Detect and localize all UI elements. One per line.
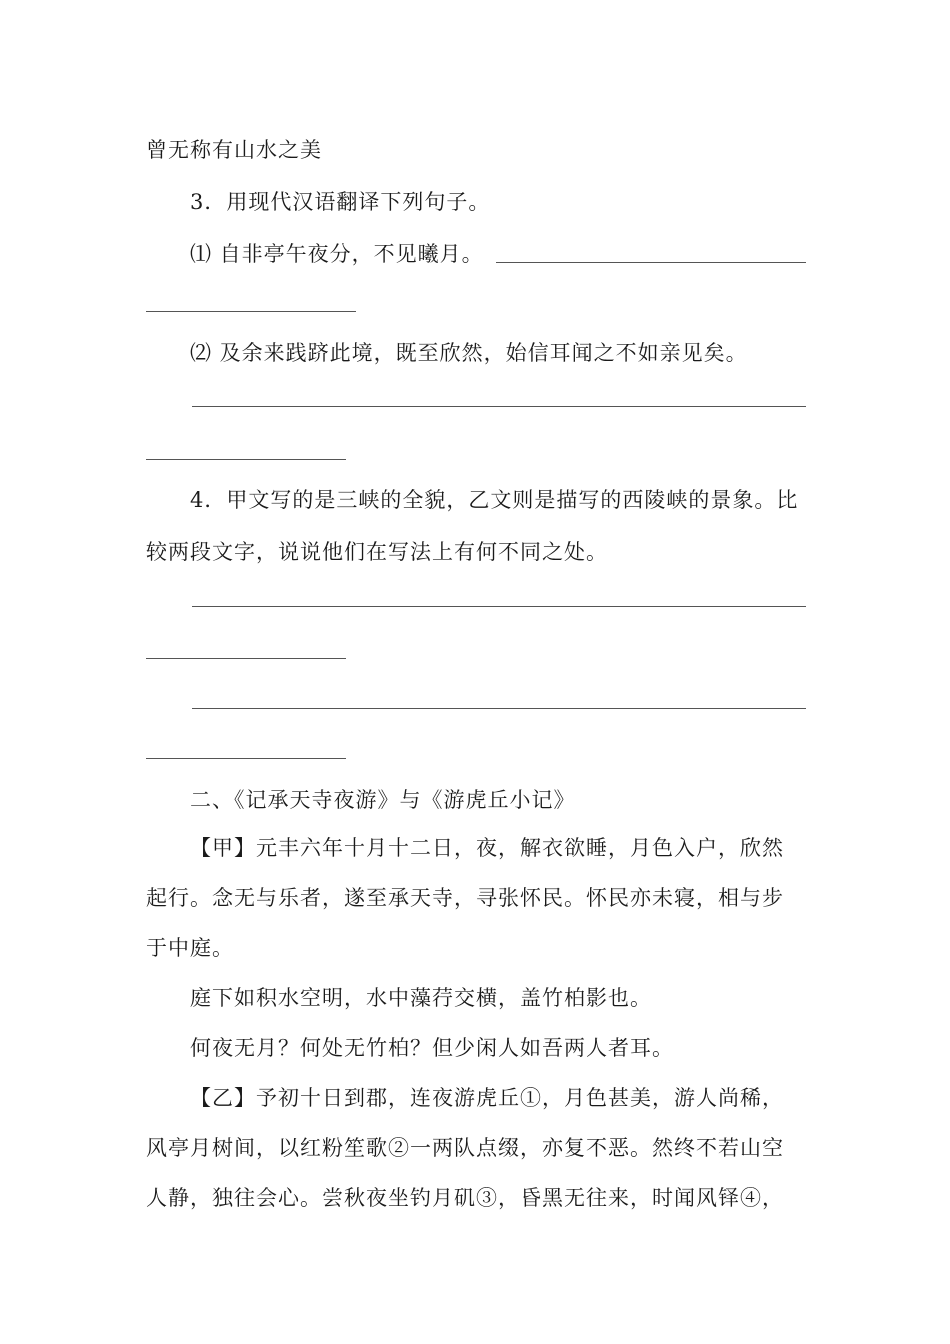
passage-jia-line-1: 【甲】元丰六年十月十二日，夜，解衣欲睡，月色入户，欣然 [190,836,784,860]
answer-blank-line[interactable] [192,708,806,709]
passage-yi-line-1: 【乙】予初十日到郡，连夜游虎丘①，月色甚美，游人尚稀， [190,1086,784,1110]
answer-blank-line[interactable] [146,658,346,659]
answer-blank-line[interactable] [146,758,346,759]
answer-blank-line[interactable] [146,459,346,460]
question-4-prompt-line-1: 4．甲文写的是三峡的全貌，乙文则是描写的西陵峡的景象。比 [190,488,799,512]
answer-blank-line[interactable] [146,311,356,312]
question-4-prompt-line-2: 较两段文字，说说他们在写法上有何不同之处。 [146,540,608,564]
section-2-heading: 二、《记承天寺夜游》与《游虎丘小记》 [190,788,576,812]
question-3-item-2: ⑵ 及余来践跻此境，既至欣然，始信耳闻之不如亲见矣。 [190,341,748,365]
passage-jia-paragraph-3: 何夜无月？何处无竹柏？但少闲人如吾两人者耳。 [190,1036,674,1060]
passage-jia-paragraph-2: 庭下如积水空明，水中藻荇交横，盖竹柏影也。 [190,986,652,1010]
answer-option-text: 曾无称有山水之美 [146,138,322,162]
passage-yi-line-3: 人静，独往会心。尝秋夜坐钓月矶③，昏黑无往来，时闻风铎④， [146,1186,784,1210]
passage-yi-line-2: 风亭月树间，以红粉笙歌②一两队点缀，亦复不恶。然终不若山空 [146,1136,784,1160]
question-3-prompt: 3．用现代汉语翻译下列句子。 [190,190,491,214]
answer-blank-line[interactable] [496,262,806,263]
question-3-item-1: ⑴ 自非亭午夜分，不见曦月。 [190,242,484,266]
answer-blank-line[interactable] [192,406,806,407]
answer-blank-line[interactable] [192,606,806,607]
passage-jia-line-2: 起行。念无与乐者，遂至承天寺，寻张怀民。怀民亦未寝，相与步 [146,886,784,910]
passage-jia-line-3: 于中庭。 [146,936,234,960]
